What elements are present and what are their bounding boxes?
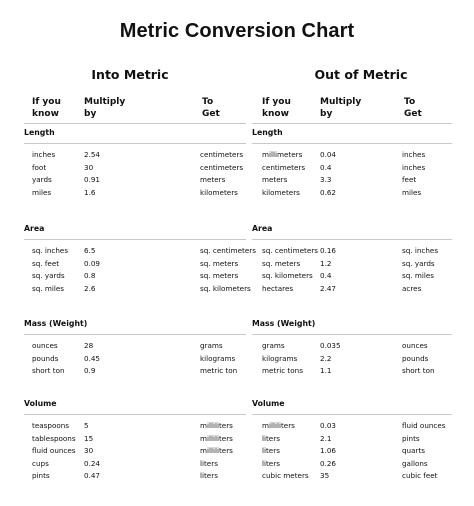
multiplier: 3.3 — [320, 175, 332, 184]
multiplier: 0.04 — [320, 150, 337, 159]
multiplier: 0.47 — [84, 471, 101, 480]
table-row — [24, 271, 246, 284]
multiplier: 0.8 — [84, 271, 96, 280]
multiplier: 5 — [84, 421, 89, 430]
unit-known: tablespoons — [32, 433, 76, 443]
unit-known: pints — [32, 471, 50, 480]
into-metric-title: Into Metric — [91, 67, 169, 82]
table-row — [252, 446, 452, 459]
unit-result: cubic feet — [402, 471, 438, 480]
multiplier: 0.9 — [84, 366, 96, 375]
unit-known: sq. inches — [32, 246, 69, 255]
header-if-you-know: If you know — [262, 97, 291, 119]
table-row — [252, 259, 452, 272]
page-title: Metric Conversion Chart — [119, 20, 355, 42]
section-title: Area — [252, 224, 273, 233]
unit-result: milliliters — [200, 433, 233, 443]
section-length — [24, 128, 246, 200]
table-row — [252, 163, 452, 176]
section-mass-weight — [252, 319, 452, 379]
section-divider — [24, 334, 246, 335]
unit-result: sq. meters — [200, 271, 239, 280]
multiplier: 1.1 — [320, 366, 332, 375]
out-of-metric-title: Out of Metric — [314, 67, 408, 82]
multiplier: 35 — [320, 471, 330, 480]
unit-result: feet — [402, 175, 417, 184]
unit-known: liters — [262, 446, 280, 455]
multiplier: 0.4 — [320, 162, 332, 172]
table-row — [24, 341, 246, 354]
unit-known: metric tons — [262, 366, 303, 375]
table-row — [24, 366, 246, 379]
table-row — [252, 284, 452, 297]
multiplier: 28 — [84, 341, 94, 350]
unit-known: teaspoons — [32, 421, 70, 430]
unit-known: miles — [32, 187, 52, 197]
unit-result: meters — [200, 175, 226, 184]
table-row — [24, 434, 246, 447]
unit-known: kilograms — [262, 353, 298, 363]
section-title: Volume — [24, 399, 57, 408]
unit-result: centimeters — [200, 162, 244, 172]
multiplier: 1.2 — [320, 258, 332, 268]
multiplier: 0.03 — [320, 421, 337, 430]
multiplier: 0.16 — [320, 246, 337, 255]
header-divider — [24, 123, 246, 124]
section-divider — [252, 414, 452, 415]
unit-result: liters — [200, 458, 218, 468]
unit-known: sq. meters — [262, 258, 301, 268]
multiplier: 1.06 — [320, 446, 337, 455]
table-row — [252, 188, 452, 201]
unit-result: milliliters — [200, 446, 233, 455]
multiplier: 2.2 — [320, 353, 332, 363]
unit-result: miles — [402, 187, 422, 197]
unit-known: millimeters — [262, 150, 303, 159]
table-row — [252, 246, 452, 259]
table-row — [252, 150, 452, 163]
section-divider — [252, 143, 452, 144]
multiplier: 2.54 — [84, 150, 101, 159]
header-if-you-know: If you know — [32, 97, 61, 119]
section-title: Mass (Weight) — [252, 319, 316, 328]
section-title: Mass (Weight) — [24, 319, 88, 328]
table-row — [24, 246, 256, 259]
multiplier: 30 — [84, 162, 94, 172]
multiplier: 0.26 — [320, 458, 337, 468]
unit-result: pounds — [402, 353, 429, 363]
unit-known: sq. feet — [32, 258, 60, 268]
table-row — [252, 434, 452, 447]
section-divider — [252, 334, 452, 335]
unit-result: sq. centimeters — [200, 246, 256, 255]
section-area — [24, 224, 256, 296]
section-volume — [24, 399, 246, 484]
section-volume — [252, 399, 452, 484]
header-multiply-by: Multiply by — [84, 97, 126, 119]
unit-result: kilograms — [200, 353, 236, 363]
unit-result: fluid ounces — [402, 421, 446, 430]
unit-result: milliliters — [200, 421, 233, 430]
unit-result: metric ton — [200, 366, 238, 375]
unit-known: short ton — [32, 366, 65, 375]
unit-result: acres — [402, 283, 422, 293]
unit-known: cubic meters — [262, 471, 309, 480]
unit-known: sq. yards — [32, 271, 65, 280]
multiplier: 0.62 — [320, 187, 337, 197]
into-metric-panel — [24, 0, 256, 506]
table-row — [252, 471, 452, 484]
unit-result: sq. yards — [402, 258, 435, 268]
section-title: Area — [24, 224, 45, 233]
unit-result: quarts — [402, 446, 426, 455]
unit-known: ounces — [32, 341, 58, 350]
section-area — [252, 224, 452, 296]
table-row — [24, 471, 246, 484]
section-mass-weight — [24, 319, 246, 379]
table-row — [24, 354, 246, 367]
unit-known: sq. kilometers — [262, 271, 313, 280]
unit-known: pounds — [32, 353, 59, 363]
unit-known: hectares — [262, 283, 294, 293]
section-divider — [24, 414, 246, 415]
table-row — [24, 259, 246, 272]
table-row — [24, 163, 246, 176]
out-of-metric-panel — [252, 0, 452, 506]
section-divider — [252, 239, 452, 240]
header-multiply-by: Multiply by — [320, 97, 362, 119]
unit-known: fluid ounces — [32, 446, 76, 455]
section-title: Volume — [252, 399, 285, 408]
unit-known: cups — [32, 458, 49, 468]
unit-known: kilometers — [262, 187, 300, 197]
multiplier: 2.1 — [320, 433, 332, 443]
unit-result: sq. miles — [402, 271, 435, 280]
table-row — [252, 341, 452, 354]
multiplier: 0.91 — [84, 175, 101, 184]
unit-result: inches — [402, 150, 426, 159]
table-row — [24, 175, 246, 188]
section-title: Length — [24, 128, 55, 137]
unit-result: gallons — [402, 458, 428, 468]
table-row — [24, 188, 246, 201]
section-divider — [24, 239, 246, 240]
multiplier: 2.6 — [84, 283, 96, 293]
unit-known: sq. centimeters — [262, 246, 318, 255]
multiplier: 1.6 — [84, 187, 96, 197]
table-row — [252, 175, 452, 188]
unit-result: sq. inches — [402, 246, 439, 255]
multiplier: 6.5 — [84, 246, 96, 255]
table-row — [24, 421, 246, 434]
table-row — [252, 354, 452, 367]
unit-known: foot — [32, 162, 47, 172]
unit-result: liters — [200, 471, 218, 480]
section-divider — [24, 143, 246, 144]
multiplier: 0.45 — [84, 353, 101, 363]
multiplier: 2.47 — [320, 283, 337, 293]
unit-known: liters — [262, 433, 280, 443]
multiplier: 0.035 — [320, 341, 341, 350]
unit-known: centimeters — [262, 162, 306, 172]
unit-known: meters — [262, 175, 288, 184]
multiplier: 0.4 — [320, 271, 332, 280]
table-row — [252, 271, 452, 284]
table-row — [252, 421, 452, 434]
unit-result: inches — [402, 162, 426, 172]
multiplier: 0.09 — [84, 258, 101, 268]
unit-result: grams — [200, 341, 223, 350]
unit-result: short ton — [402, 366, 435, 375]
section-title: Length — [252, 128, 283, 137]
multiplier: 0.24 — [84, 458, 101, 468]
unit-known: sq. miles — [32, 283, 65, 293]
table-row — [24, 283, 251, 297]
table-row — [252, 366, 452, 379]
unit-known: inches — [32, 150, 56, 159]
header-divider — [252, 123, 452, 124]
unit-result: ounces — [402, 341, 428, 350]
unit-result: sq. meters — [200, 258, 239, 268]
unit-known: liters — [262, 458, 280, 468]
unit-known: yards — [32, 175, 52, 184]
table-row — [24, 446, 246, 459]
unit-result: pints — [402, 433, 420, 443]
unit-result: centimeters — [200, 150, 244, 159]
header-to-get: To Get — [202, 97, 220, 119]
unit-result: kilometers — [200, 187, 238, 197]
header-to-get: To Get — [404, 97, 422, 119]
unit-known: grams — [262, 341, 285, 350]
multiplier: 15 — [84, 433, 94, 443]
table-row — [24, 150, 246, 163]
multiplier: 30 — [84, 446, 94, 455]
unit-known: milliliters — [262, 421, 295, 430]
section-length — [252, 128, 452, 200]
table-row — [252, 459, 452, 472]
table-row — [24, 459, 246, 472]
unit-result: sq. kilometers — [200, 283, 251, 293]
